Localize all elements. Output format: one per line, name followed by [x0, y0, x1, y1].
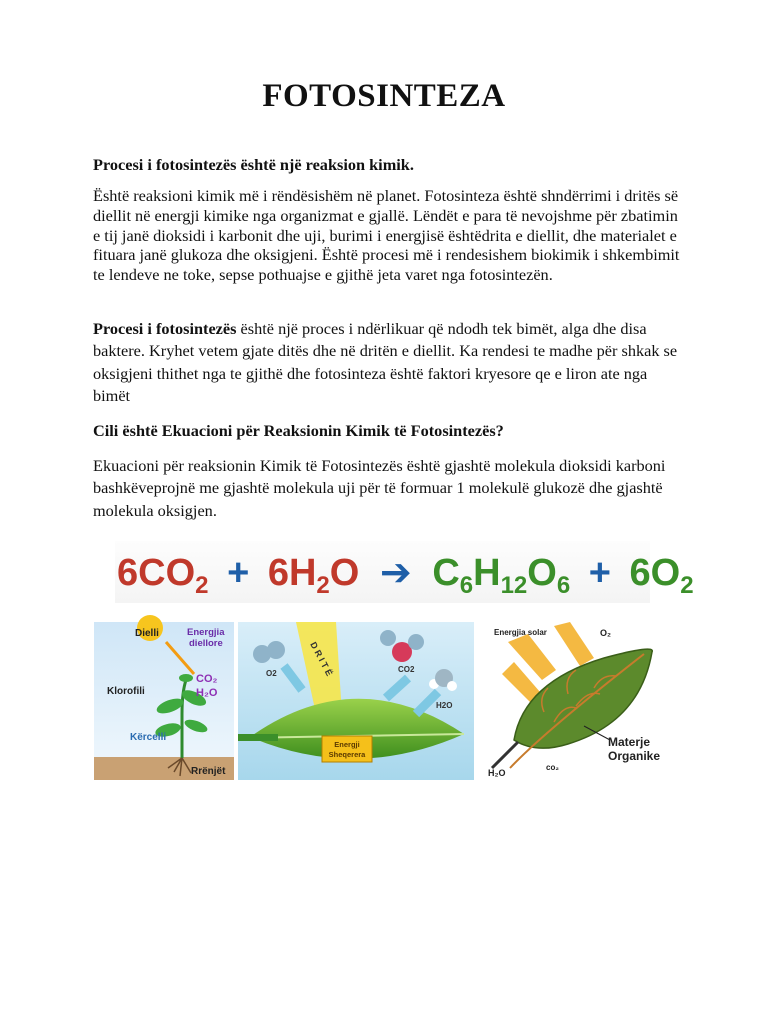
equation-svg: [115, 541, 694, 603]
paragraph-equation: Ekuacioni për reaksionin Kimik të Fotosintezës është gjashtë molekula dioksidi karboni bashkëveprojnë me gjashtë molekula uji për të formuar 1 molekulë glukozë dhe gjashtë molekula oksigjen.: [93, 456, 666, 520]
eq-o2-coef: 6: [629, 552, 651, 594]
figure-leaf-svg: [238, 622, 474, 780]
eq-co2-sub: 2: [195, 572, 209, 599]
label-box-1: Energji: [334, 740, 360, 749]
question-heading: Cili është Ekuacioni për Reaksionin Kimik të Fotosintezës?: [93, 421, 504, 440]
eq-co2: [117, 552, 209, 599]
eq-h2o-coef: 6: [267, 552, 289, 594]
label-stem: Kërcelli: [130, 732, 167, 743]
paragraph-intro: Është reaksioni kimik më i rëndësishëm në planet. Fotosinteza është shndërrimi i dritës së diellit në energji kimike nga organizmat e gjallë. Lëndët e para të nevojshme për zbatimin e tij janë dioksidi i karbonit dhe uji, burimi i energjisë ështëdrita e diellit, dhe materialet e fituara janë glukoza dhe oksigjeni. Është procesi më i rendesishem biokimik i shkembimit te lendeve ne toke, sepse pothuajse e gjithë jeta varet nga fotosintezën.: [93, 186, 680, 285]
figure-leaf-molecules: [238, 622, 474, 780]
eq-glu-h-sub: 12: [500, 572, 528, 599]
eq-o2-sub: 2: [680, 572, 694, 599]
eq-glu-h: H: [473, 552, 501, 594]
label-energy-1: Energjia: [187, 627, 225, 638]
eq-glu-o-sub: 6: [556, 572, 571, 599]
eq-arrow-icon: ➔: [379, 552, 412, 594]
label-energy-2: diellore: [189, 638, 223, 649]
figure-organic-svg: [484, 622, 664, 780]
paragraph-process: [93, 318, 683, 408]
equation-image: [115, 541, 694, 603]
label-roots: Rrënjët: [191, 766, 226, 777]
label-matter-1: Materje: [608, 735, 651, 749]
subtitle-heading: Procesi i fotosintezës është një reaksion kimik.: [93, 155, 414, 174]
co2-molecule-icon: [380, 630, 396, 646]
label-co2: CO₂: [196, 673, 218, 685]
leaf-stalk-icon: [238, 734, 278, 741]
co2-molecule-icon: [408, 634, 424, 650]
equation-text: [117, 552, 694, 602]
eq-h2o: [268, 552, 360, 599]
eq-glu-c-sub: 6: [459, 572, 474, 599]
page-title: FOTOSINTEZA: [262, 78, 506, 114]
paragraph-process-rest: është një proces i ndërlikuar që ndodh tek bimët, alga dhe disa baktere. Kryhet vetem gjate ditës dhe në dritën e diellit. Ka rendesi te madhe për shkak se oksigjeni thithet nga te gjithë dhe fotosinteza është faktori kryesore qe e liron ate nga bimët: [93, 319, 678, 406]
label-h2o: H2O: [436, 701, 453, 710]
eq-glucose: [432, 552, 570, 599]
label-co2: co₂: [546, 763, 559, 772]
label-sun: Dielli: [135, 628, 159, 639]
label-h2o: H₂O: [488, 768, 506, 778]
label-solar: Energjia solar: [494, 628, 547, 637]
label-o2: O₂: [600, 628, 611, 638]
eq-o2: [630, 552, 694, 599]
h2o-molecule-icon: [447, 681, 457, 691]
label-o2: O2: [266, 669, 277, 678]
eq-plus-2: +: [588, 552, 611, 594]
eq-h2o-sub: 2: [316, 572, 330, 599]
figure-organic-leaf: [484, 622, 664, 780]
label-matter-2: Organike: [608, 749, 661, 763]
label-h2o: H₂O: [196, 687, 218, 699]
eq-co2-coef: 6: [117, 552, 139, 594]
paragraph-process-bold: Procesi i fotosintezës: [93, 319, 237, 338]
eq-glu-c: C: [432, 552, 460, 594]
leaf-icon: [179, 674, 193, 682]
figure-plant: [94, 622, 234, 780]
eq-h2o-o: O: [329, 552, 360, 594]
figure-plant-svg: [94, 622, 234, 780]
eq-h2o-h: H: [288, 552, 317, 594]
label-co2: CO2: [398, 665, 415, 674]
label-light: D R I T Ë: [308, 640, 335, 678]
eq-plus-1: +: [227, 552, 250, 594]
label-chlorophyll: Klorofili: [107, 686, 145, 697]
label-box-2: Sheqerera: [328, 750, 366, 759]
eq-glu-o: O: [527, 552, 557, 594]
o2-molecule-icon: [267, 641, 285, 659]
eq-co2-base: CO: [138, 552, 196, 594]
eq-o2-base: O: [650, 552, 681, 594]
